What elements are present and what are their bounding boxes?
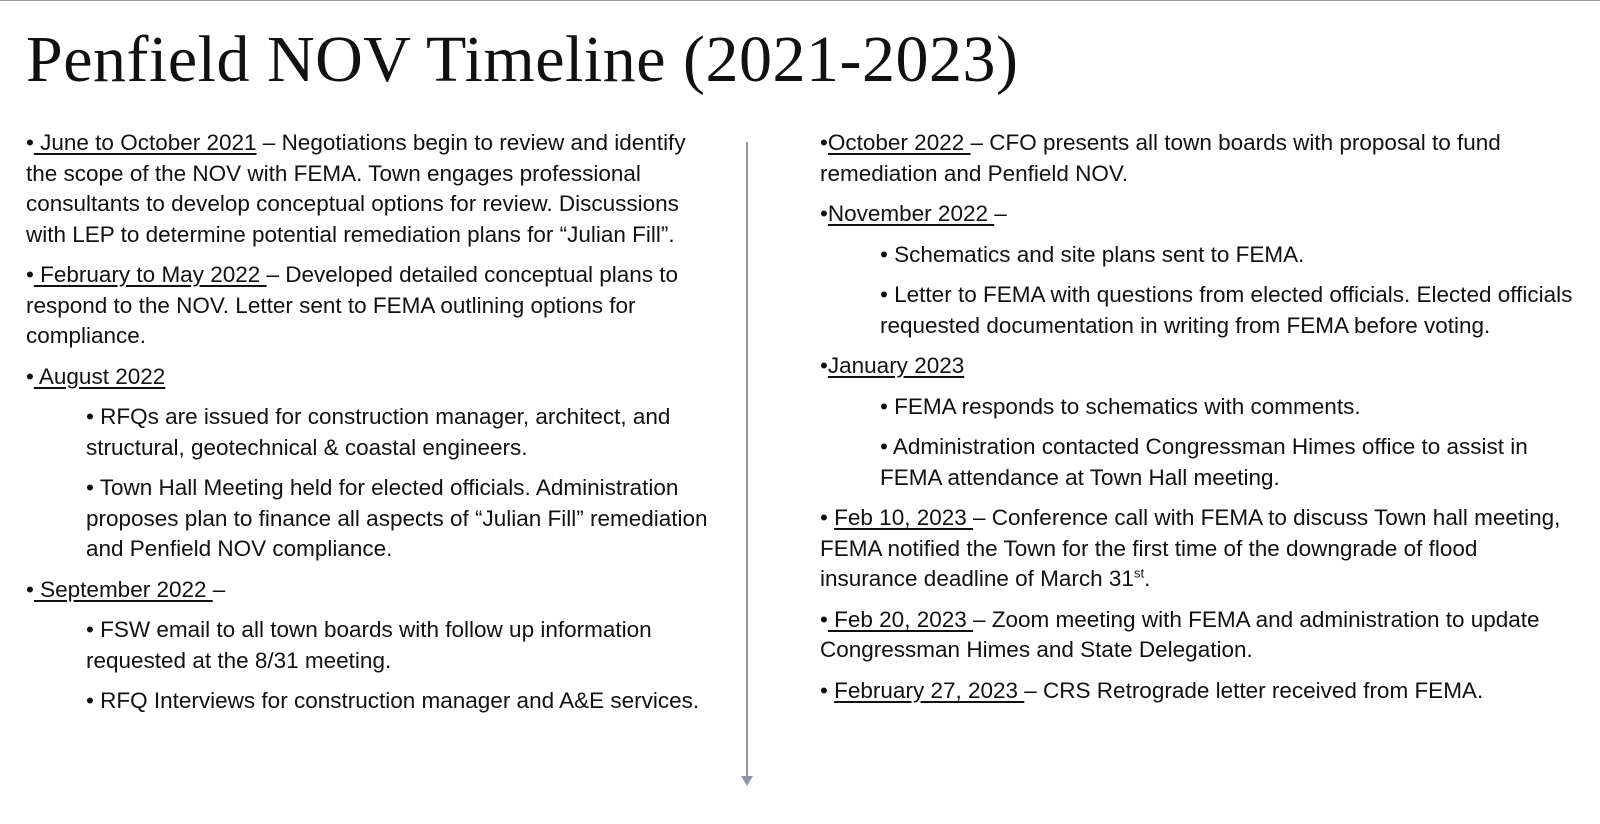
bullet: • bbox=[26, 576, 34, 602]
timeline-item-feb-20-2023 bbox=[820, 605, 1580, 666]
timeline-date: February 27, 2023 bbox=[834, 677, 1025, 703]
timeline-text: – bbox=[994, 201, 1007, 226]
arrow-down-icon bbox=[741, 776, 753, 786]
sub-item bbox=[820, 240, 1580, 271]
bullet: • bbox=[820, 201, 828, 226]
timeline-date: January 2023 bbox=[827, 353, 965, 378]
timeline-date: February to May 2022 bbox=[33, 262, 267, 287]
timeline-date: June to October 2021 bbox=[33, 130, 257, 155]
left-column bbox=[26, 128, 716, 727]
timeline-date: October 2022 bbox=[827, 130, 971, 155]
bullet: • bbox=[880, 393, 888, 419]
bullet: • bbox=[86, 404, 94, 429]
bullet: • bbox=[86, 475, 94, 500]
right-column bbox=[820, 128, 1580, 716]
sub-item bbox=[820, 392, 1580, 423]
timeline-text: – Conference call with FEMA to discuss Town hall meeting, FEMA notified the Town for the first time of the downgrade of flood insurance deadline of March 31 bbox=[820, 505, 1561, 591]
sub-item bbox=[26, 402, 716, 463]
timeline-item-feb-10-2023 bbox=[820, 503, 1580, 595]
bullet: • bbox=[880, 282, 888, 307]
sub-item-text: Town Hall Meeting held for elected officials. Administration proposes plan to finance all aspects of “Julian Fill” remediation and Penfield NOV compliance. bbox=[86, 475, 708, 561]
timeline-date: Feb 20, 2023 bbox=[827, 606, 973, 632]
sub-item-text: FSW email to all town boards with follow up information requested at the 8/31 meeting. bbox=[86, 617, 652, 673]
bullet: • bbox=[880, 241, 888, 267]
timeline-text: – CFO presents all town boards with proposal to fund remediation and Penfield NOV. bbox=[820, 130, 1501, 186]
timeline-item-november-2022 bbox=[820, 199, 1580, 230]
timeline-text: – Developed detailed conceptual plans to respond to the NOV. Letter sent to FEMA outlining options for compliance. bbox=[26, 262, 679, 348]
timeline-divider-line bbox=[746, 142, 748, 778]
timeline-item-september-2022 bbox=[26, 575, 716, 606]
bullet: • bbox=[820, 505, 828, 530]
sub-item bbox=[820, 432, 1580, 493]
sub-item-text: RFQ Interviews for construction manager and A&E services. bbox=[100, 688, 700, 713]
timeline-item-february-may-2022 bbox=[26, 260, 716, 352]
page-title: Penfield NOV Timeline (2021-2023) bbox=[26, 23, 1019, 96]
bullet: • bbox=[26, 363, 34, 389]
sub-item bbox=[820, 280, 1580, 341]
timeline-item-august-2022 bbox=[26, 362, 716, 393]
timeline-date: September 2022 bbox=[33, 576, 213, 602]
timeline-date: Feb 10, 2023 bbox=[834, 505, 974, 530]
timeline-date: August 2022 bbox=[33, 363, 166, 389]
bullet: • bbox=[880, 434, 888, 459]
sub-item-text: FEMA responds to schematics with comments. bbox=[894, 393, 1361, 419]
bullet: • bbox=[86, 617, 94, 642]
timeline-text: – Zoom meeting with FEMA and administration to update Congressman Himes and State Delegation. bbox=[820, 606, 1540, 662]
sub-item bbox=[26, 615, 716, 676]
timeline-date: November 2022 bbox=[827, 201, 995, 226]
top-rule bbox=[0, 0, 1600, 1]
sub-item bbox=[26, 473, 716, 565]
sub-item-text: Letter to FEMA with questions from elected officials. Elected officials requested documentation in writing from FEMA before voting. bbox=[880, 282, 1573, 338]
bullet: • bbox=[26, 262, 34, 287]
sub-item bbox=[26, 686, 716, 717]
bullet: • bbox=[86, 688, 94, 713]
bullet: • bbox=[820, 353, 828, 378]
bullet: • bbox=[820, 677, 828, 703]
sub-item-text: Schematics and site plans sent to FEMA. bbox=[894, 241, 1305, 267]
bullet: • bbox=[26, 130, 34, 155]
sub-item-text: RFQs are issued for construction manager, architect, and structural, geotechnical & coastal engineers. bbox=[86, 404, 671, 460]
bullet: • bbox=[820, 606, 828, 632]
timeline-item-january-2023 bbox=[820, 351, 1580, 382]
timeline-item-october-2022 bbox=[820, 128, 1580, 189]
bullet: • bbox=[820, 130, 828, 155]
timeline-text: – bbox=[212, 576, 226, 602]
sub-item-text: Administration contacted Congressman Himes office to assist in FEMA attendance at Town Hall meeting. bbox=[880, 434, 1528, 490]
timeline-item-february-27-2023 bbox=[820, 676, 1580, 707]
timeline-text-end: . bbox=[1144, 566, 1151, 591]
timeline-text: – Negotiations begin to review and identify the scope of the NOV with FEMA. Town engages professional consultants to develop conceptual options for review. Discussions with LEP to determine potential remediation plans for “Julian Fill”. bbox=[26, 130, 686, 247]
timeline-text: – CRS Retrograde letter received from FEMA. bbox=[1024, 677, 1484, 703]
ordinal-suffix: st bbox=[1133, 565, 1145, 581]
timeline-item-june-october-2021 bbox=[26, 128, 716, 250]
